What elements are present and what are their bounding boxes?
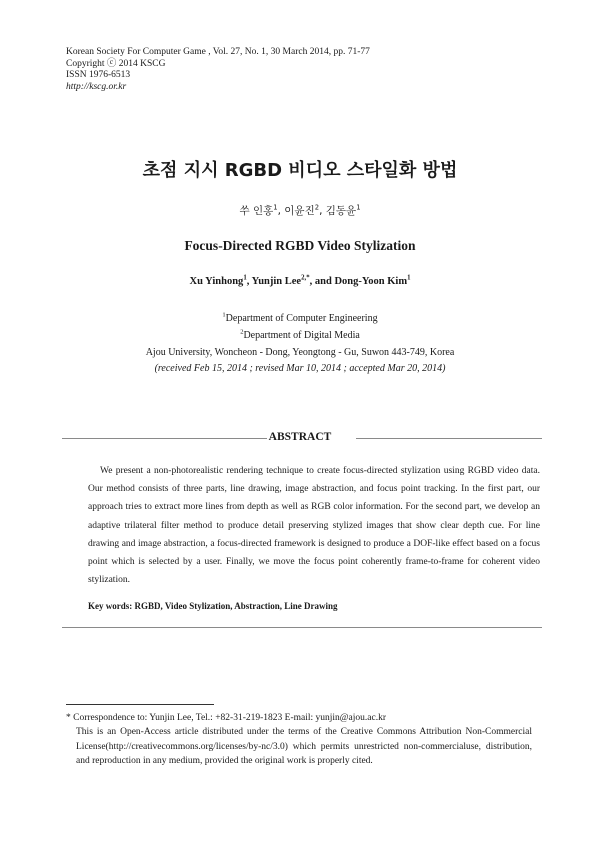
footnote-rule	[66, 704, 214, 705]
issn-line: ISSN 1976-6513	[66, 70, 131, 80]
author-sep: ,	[309, 276, 315, 287]
author-ko-2: 이윤진	[284, 205, 315, 217]
university-address: Ajou University, Woncheon - Dong, Yeongtong - Gu, Suwon 443-749, Korea	[145, 347, 455, 358]
author-ko-1: 쑤 인홍	[239, 205, 274, 217]
author-and: and	[314, 276, 335, 287]
english-title: Focus-Directed RGBD Video Stylization	[184, 238, 416, 253]
author-ko-3: 김동윤	[325, 205, 357, 217]
author-en-1: Xu Yinhong	[189, 276, 244, 287]
journal-citation: Korean Society For Computer Game , Vol. 27, No. 1, 30 March 2014, pp. 71-77	[66, 47, 370, 57]
affiliation-1-sup: 1	[222, 311, 226, 319]
korean-title: 초점 지시 RGBD 비디오 스타일화 방법	[142, 160, 458, 181]
author-ko-1-sup: 1	[273, 203, 278, 212]
copyright-line: Copyright ⓒ 2014 KSCG	[66, 58, 166, 69]
affiliation-2-sup: 2	[240, 328, 244, 336]
journal-url[interactable]: http://kscg.or.kr	[66, 81, 127, 92]
keywords-rule	[62, 627, 542, 628]
abstract-rule-right	[356, 438, 542, 439]
correspondence-line: * Correspondence to: Yunjin Lee, Tel.: +82-31-219-1823 E-mail: yunjin@ajou.ac.kr	[66, 713, 387, 723]
author-en-1-sup: 1	[243, 274, 247, 282]
author-en-2: Yunjin Lee	[251, 276, 302, 287]
license-text: This is an Open-Access article distributed under the terms of the Creative Commons Attribution Non-Commercial License(http://creativecommons.org/licenses/by-nc/3.0) which permits unrestricted non-commercialuse, distribution, and reproduction in any medium, provided the original work is properly cited.	[76, 727, 532, 767]
author-en-3-sup: 1	[407, 274, 411, 282]
author-ko-3-sup: 1	[356, 203, 361, 212]
author-sep: ,	[246, 276, 252, 287]
affiliation-1	[0, 313, 600, 324]
abstract-heading: ABSTRACT	[268, 431, 332, 443]
author-ko-2-sup: 2	[314, 203, 320, 212]
affiliation-2	[0, 330, 600, 341]
correspondence-footnote	[66, 711, 532, 769]
received-dates: (received Feb 15, 2014 ; revised Mar 10, 2014 ; accepted Mar 20, 2014)	[154, 363, 446, 374]
english-authors	[0, 276, 600, 287]
author-en-2-sup: 2,*	[301, 274, 310, 282]
author-en-3: Dong-Yoon Kim	[334, 276, 408, 287]
keywords: Key words: RGBD, Video Stylization, Abstraction, Line Drawing	[88, 601, 338, 611]
affiliation-2-text: Department of Digital Media	[243, 330, 360, 341]
korean-authors: 쑤 인홍$^1$, 이윤진$^2$, 김동윤$^1$	[239, 203, 361, 217]
journal-header	[66, 47, 370, 93]
abstract-text: We present a non-photorealistic rendering technique to create focus-directed stylization using RGBD video data. Our method consists of three parts, line drawing, image abstraction, and focus point tracking. In the first part, our approach tries to extract more lines from depth as well as RGB color information. For the second part, we develop an adaptive trilateral filter method to produce detail preserving stylized images that show clear depth cue. For line drawing and image abstraction, a focus-directed framework is designed to produce a DOF-like effect based on a focus point which is selected by a user. Finally, we move the focus point coherently frame-to-frame for coherent video stylization.	[88, 466, 540, 586]
affiliation-1-text: Department of Computer Engineering	[225, 313, 378, 324]
